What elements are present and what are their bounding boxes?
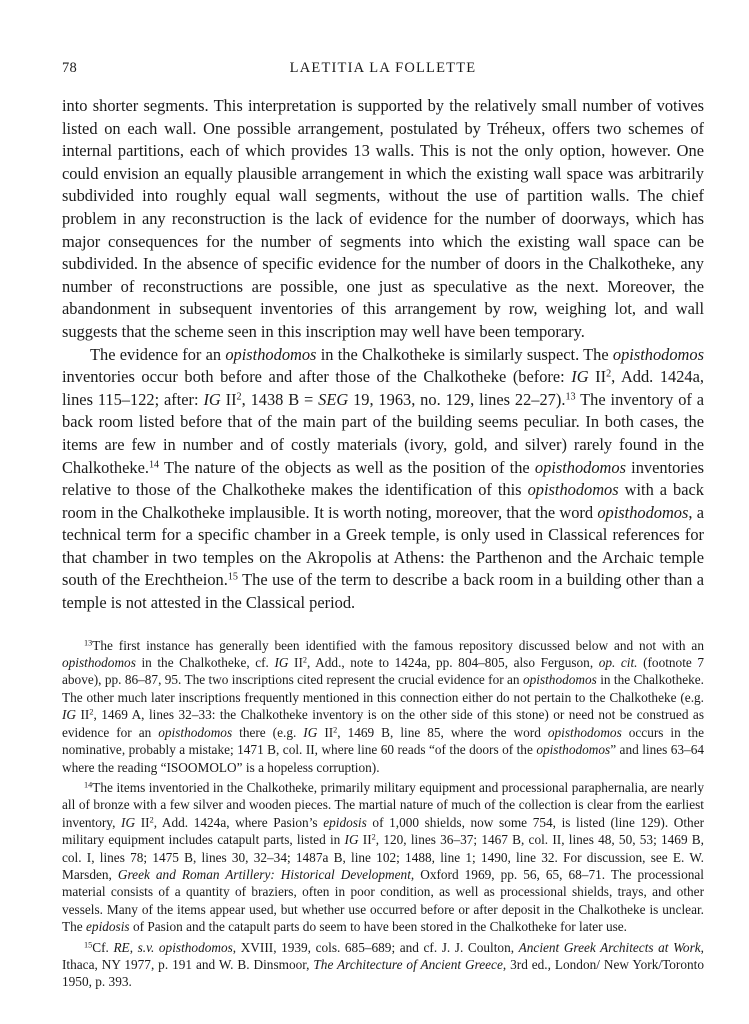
running-title: LAETITIA LA FOLLETTE	[289, 60, 477, 76]
footnotes	[62, 637, 704, 991]
footnote-15: $^{15}$Cf. RE, s.v. opisthodomos, XVIII, 1939, cols. 685–689; and cf. J. J. Coulton, Ancient Greek Architects at Work, Ithaca, NY 1977, p. 191 and W. B. Dinsmoor, The Architecture of Ancient Greece, 3rd ed., London/ New York/Toronto 1950, p. 393.	[62, 939, 704, 990]
footnote-13: $^{13}$The first instance has generally been identified with the famous repository discussed below and not with an opisthodomos in the Chalkotheke, cf. IG $II^2$, Add., note to 1424a, pp. 804–805, also Ferguson, op. cit. (footnote 7 above), pp. 86–87, 95. The two inscriptions cited represent the crucial evidence for an opisthodomos in the Chalkotheke. The other much later inscriptions frequently mentioned in this connection either do not pertain to the Chalkotheke (e.g. IG $II^2$, 1469 A, lines 32–33: the Chalkotheke inventory is on the other side of this stone) or need not be construed as evidence for an opisthodomos there (e.g. IG $II^2$, 1469 B, line 85, where the word opisthodomos occurs in the nominative, probably a mistake; 1471 B, col. II, where line 60 reads “of the doors of the opisthodomos” and lines 63–64 where the reading “ISOOMOLO” is a hopeless corruption).	[62, 637, 705, 775]
term-opisthodomos: opisthodomos	[612, 344, 704, 364]
footnote-ref-14: 14	[148, 458, 160, 470]
running-head	[62, 60, 704, 82]
footnote-ref-15: 15	[227, 571, 238, 583]
body-text	[62, 95, 704, 615]
footnote-14: $^{14}$The items inventoried in the Chalkotheke, primarily military equipment and processional paraphernalia, are nearly all of bronze with a few silver and wooden pieces. The martial nature of much of the collection is clear from the earliest inventory, IG $II^2$, Add. 1424a, where Pasion’s epidosis of 1,000 shields, now some 754, is listed (line 129). Other military equipment includes catapult parts, listed in IG $II^2$, 120, lines 36–37; 1467 B, col. II, lines 48, 50, 53; 1469 B, col. I, lines 78; 1475 B, lines 30, 32–34; 1487a B, line 102; 1488, line 1; 1490, line 32. For discussion, see E. W. Marsden, Greek and Roman Artillery: Historical Development, Oxford 1969, pp. 56, 65, 68–71. The processional material consists of a quantity of braziers, often in poor condition, as well as processional shields, trays, and other vessels. Many of the items appear used, but whether use occurred before or after deposit in the Chalkotheke is unclear. The epidosis of Pasion and the catapult parts do seem to have been stored in the Chalkotheke for later use.	[62, 779, 705, 935]
footnote-ref-13: 13	[565, 391, 576, 403]
paragraph-2: The evidence for an opisthodomos in the Chalkotheke is similarly suspect. The opisthodomos inventories occur both before and after those of the Chalkotheke (before: IG $II^2$, Add. 1424a, lines 115–122; after: IG $II^2$, 1438 B = SEG 19, 1963, no. 129, lines 22–27).$^{13}$ The inventory of a back room listed before that of the main part of the building seems peculiar. In both cases, the items are few in number and of costly materials (ivory, gold, and silver) rarely found in the Chalkotheke.$^{14}$ The nature of the objects as well as the position of the opisthodomos inventories relative to those of the Chalkotheke makes the identification of this opisthodomos with a back room in the Chalkotheke implausible. It is worth noting, moreover, that the word opisthodomos, a technical term for a specific chamber in a Greek temple, is only used in Classical references for that chamber in two temples on the Akropolis at Athens: the Parthenon and the Archaic temple south of the Erechtheion.$^{15}$ The use of the term to describe a back room in a building other than a temple is not attested in the Classical period.	[62, 344, 705, 613]
footnote-number: 15	[84, 940, 93, 950]
footnote-number: 13	[84, 638, 93, 648]
footnote-number: 14	[84, 780, 93, 790]
page	[62, 60, 704, 994]
term-opisthodomos: opisthodomos	[225, 344, 317, 364]
paragraph-1: into shorter segments. This interpretation is supported by the relatively small number of votives listed on each wall. One possible arrangement, postulated by Tréheux, offers two schemes of internal partitions, each of which provides 13 walls. This is not the only option, however. One could envision an equally plausible arrangement in which the existing wall space was arbitrarily subdivided into roughly equal wall segments, without the use of partition walls. The chief problem in any reconstruction is the lack of evidence for the number of doorways, which has major consequences for the number of segments into which the existing wall space can be subdivided. In the absence of specific evidence for the number of doors in the Chalkotheke, any number of reconstructions are possible, one just as speculative as the next. Moreover, the abandonment in subsequent inventories of this arrangement by row, weighing lot, and wall suggests that the scheme seen in this inscription may well have been temporary.	[62, 96, 704, 341]
footnote-separator	[62, 615, 704, 637]
page-number: 78	[62, 60, 78, 76]
